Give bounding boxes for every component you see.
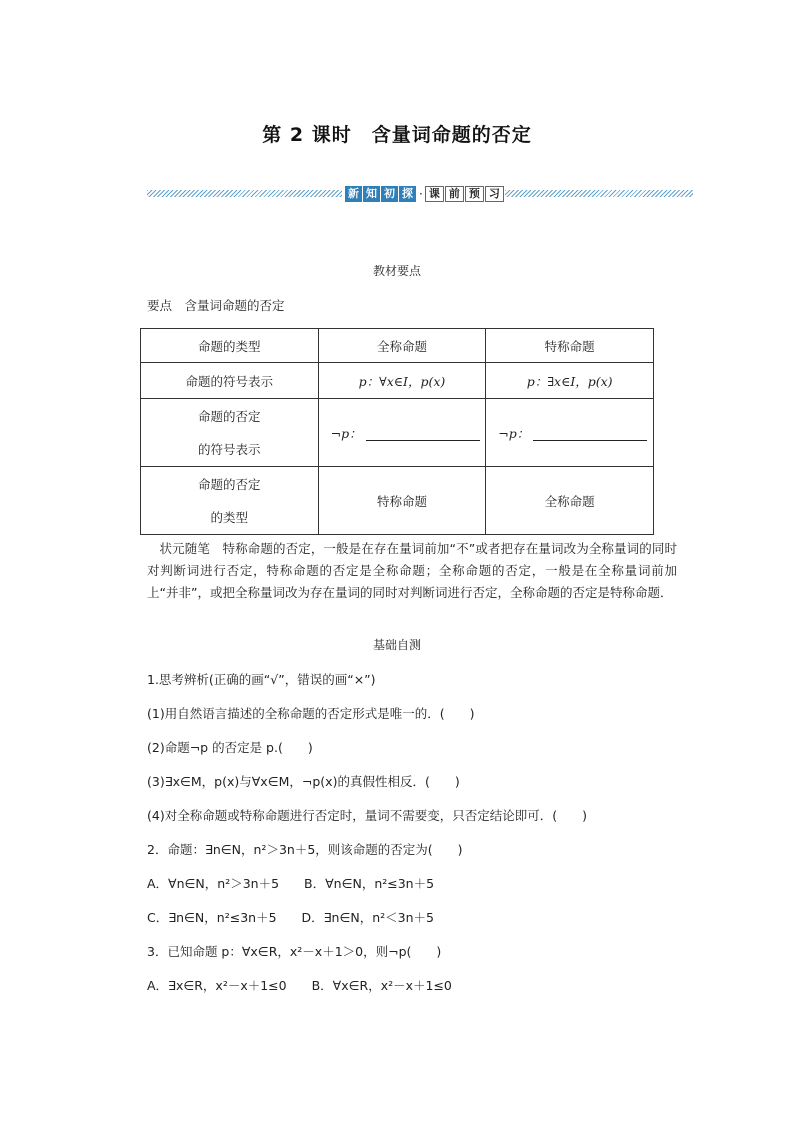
table-header-cell: 特称命题 — [486, 329, 654, 363]
question-1-item-3: (3)∃x∈M，p(x)与∀x∈M，¬p(x)的真假性相反．( ) — [147, 774, 460, 789]
table-cell-existential-negation — [486, 399, 654, 467]
section-banner — [147, 184, 693, 204]
question-2-options-cd: C．∃n∈N，n²≤3n＋5 D．∃n∈N，n²＜3n＋5 — [147, 910, 434, 925]
table-row — [141, 363, 654, 399]
label-line: 的类型 — [210, 509, 249, 525]
section-heading-basic-self-test: 基础自测 — [372, 638, 421, 652]
question-3-stem: 3．已知命题 p：∀x∈R，x²－x＋1＞0，则¬p( ) — [147, 944, 442, 959]
banner-badge — [345, 185, 505, 203]
question-3-options-ab: A．∃x∈R，x²－x＋1≤0 B．∀x∈R，x²－x＋1≤0 — [147, 978, 452, 993]
table-cell-universal-negation — [318, 399, 486, 467]
tip-note: 状元随笔 特称命题的否定，一般是在存在量词前加“不”或者把存在量词改为全称量词的同时对判断词进行否定，特称命题的否定是全称命题；全称命题的否定，一般是在全称量词前加上“并非”，或把全称量词改为存在量词的同时对判断词进行否定，全称命题的否定是特称命题． — [147, 541, 677, 600]
banner-char: 初 — [381, 186, 398, 202]
banner-char: 知 — [363, 186, 380, 202]
table-header-cell: 全称命题 — [318, 329, 486, 363]
table-row — [141, 329, 654, 363]
banner-stripe-right — [505, 190, 693, 197]
label-line: 命题的否定 — [198, 408, 261, 424]
banner-char: 探 — [399, 186, 416, 202]
negation-prefix: ¬p： — [330, 425, 362, 441]
label-line: 命题的否定 — [198, 476, 261, 492]
quantifier-negation-table — [140, 328, 654, 535]
section-heading-textbook-points: 教材要点 — [372, 264, 421, 278]
table-cell-universal-symbol: p：∀x∈I，p(x) — [318, 363, 486, 399]
page-title: 第 2 课时 含量词命题的否定 — [262, 124, 532, 146]
banner-stripe-left — [147, 190, 342, 197]
table-cell-label — [141, 399, 319, 467]
point-label: 要点 含量词命题的否定 — [147, 298, 285, 313]
table-cell-existential-negation-type: 全称命题 — [486, 467, 654, 535]
banner-char: 预 — [465, 186, 484, 202]
banner-char: 前 — [445, 186, 464, 202]
table-header-cell: 命题的类型 — [141, 329, 319, 363]
question-1-item-1: (1)用自然语言描述的全称命题的否定形式是唯一的．( ) — [147, 706, 475, 721]
question-1-stem: 1.思考辨析(正确的画“√”，错误的画“×”) — [147, 672, 376, 687]
table-cell-label: 命题的符号表示 — [141, 363, 319, 399]
table-row — [141, 399, 654, 467]
table-cell-label — [141, 467, 319, 535]
question-1-item-4: (4)对全称命题或特称命题进行否定时，量词不需要变，只否定结论即可．( ) — [147, 808, 587, 823]
label-line: 的符号表示 — [198, 441, 261, 457]
table-cell-existential-symbol: p：∃x∈I，p(x) — [486, 363, 654, 399]
negation-prefix: ¬p： — [498, 425, 530, 441]
banner-char: 课 — [425, 186, 444, 202]
table-cell-universal-negation-type: 特称命题 — [318, 467, 486, 535]
fill-in-blank[interactable] — [533, 428, 647, 441]
banner-char: 新 — [345, 186, 362, 202]
question-2-stem: 2．命题：∃n∈N，n²＞3n＋5，则该命题的否定为( ) — [147, 842, 463, 857]
banner-char: 习 — [485, 186, 504, 202]
banner-separator: · — [419, 187, 423, 201]
question-1-item-2: (2)命题¬p 的否定是 p.( ) — [147, 740, 313, 755]
table-row — [141, 467, 654, 535]
fill-in-blank[interactable] — [366, 428, 480, 441]
question-2-options-ab: A．∀n∈N，n²＞3n＋5 B．∀n∈N，n²≤3n＋5 — [147, 876, 435, 891]
